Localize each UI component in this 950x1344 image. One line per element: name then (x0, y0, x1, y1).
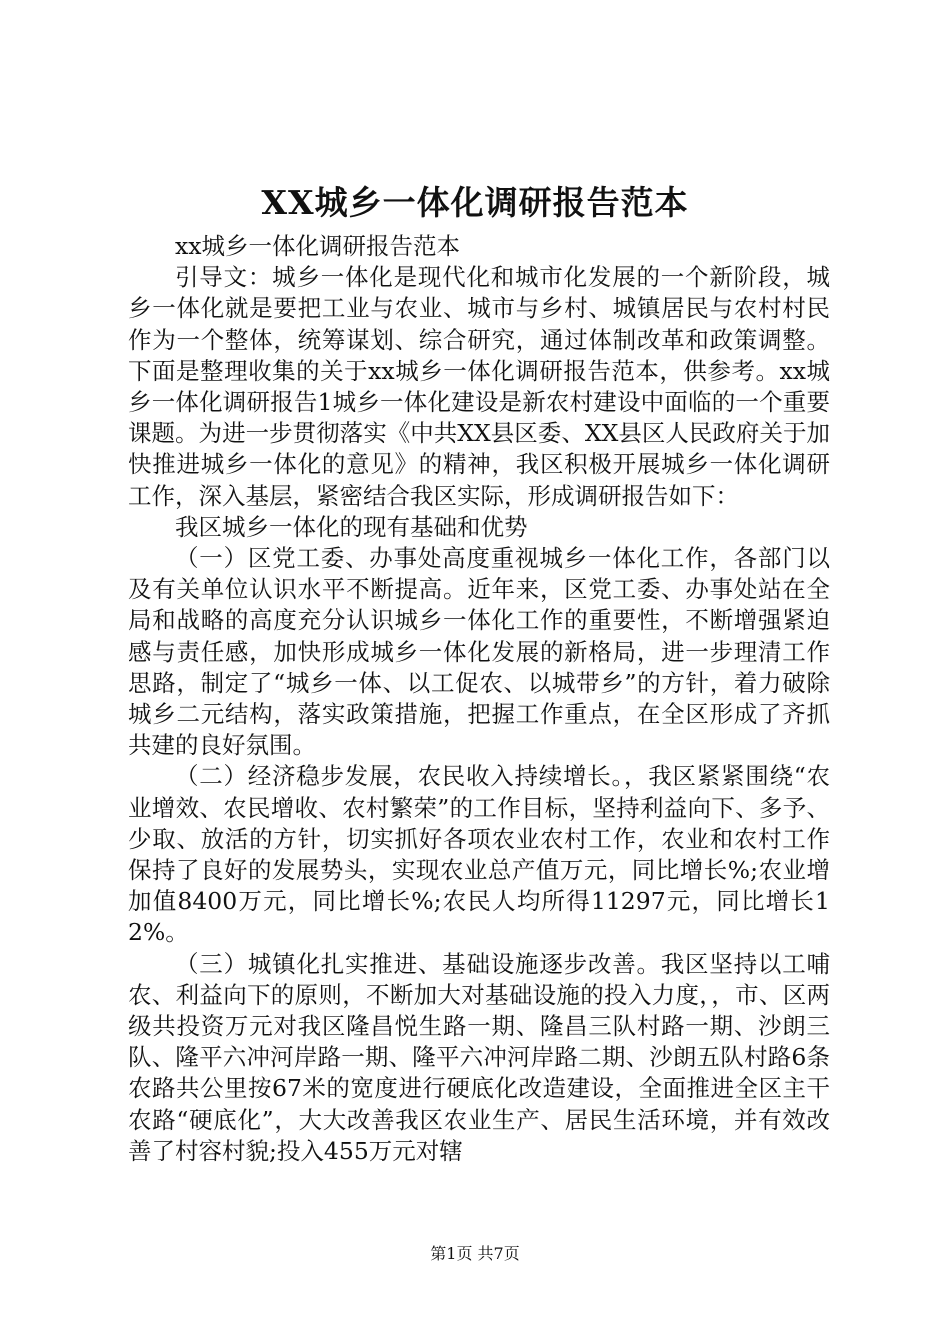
document-title: XX城乡一体化调研报告范本 (261, 183, 689, 222)
paragraph-point-2: （二）经济稳步发展，农民收入持续增长。，我区紧紧围绕“农业增效、农民增收、农村繁荣”的工作目标，坚持利益向下、多予、少取、放活的方针，切实抓好各项农业农村工作，农业和农村工作保持了良好的发展势头，实现农业总产值万元，同比增长%;农业增加值8400万元，同比增长%;农民人均所得11297元，同比增长12%。 (128, 762, 830, 947)
paragraph-subtitle: xx城乡一体化调研报告范本 (175, 232, 461, 260)
page-number: 第1页 共7页 (430, 1244, 520, 1263)
paragraph-point-1: （一）区党工委、办事处高度重视城乡一体化工作，各部门以及有关单位认识水平不断提高。近年来，区党工委、办事处站在全局和战略的高度充分认识城乡一体化工作的重要性，不断增强紧迫感与责任感，加快形成城乡一体化发展的新格局，进一步理清工作思路，制定了“城乡一体、以工促农、以城带乡”的方针，着力破除城乡二元结构，落实政策措施，把握工作重点，在全区形成了齐抓共建的良好氛围。 (128, 544, 830, 760)
paragraph-section-heading: 我区城乡一体化的现有基础和优势 (175, 512, 528, 541)
paragraph-intro: 引导文：城乡一体化是现代化和城市化发展的一个新阶段，城乡一体化就是要把工业与农业、城市与乡村、城镇居民与农村村民作为一个整体，统筹谋划、综合研究，通过体制改革和政策调整。下面是整理收集的关于xx城乡一体化调研报告范本，供参考。xx城乡一体化调研报告1城乡一体化建设是新农村建设中面临的一个重要课题。为进一步贯彻落实《中共XX县区委、XX县区人民政府关于加快推进城乡一体化的意见》的精神，我区积极开展城乡一体化调研工作，深入基层，紧密结合我区实际，形成调研报告如下： (128, 263, 830, 510)
paragraph-point-3: （三）城镇化扎实推进、基础设施逐步改善。我区坚持以工哺农、利益向下的原则，不断加大对基础设施的投入力度，，市、区两级共投资万元对我区隆昌悦生路一期、隆昌三队村路一期、沙朗三队、隆平六冲河岸路一期、隆平六冲河岸路二期、沙朗五队村路6条农路共公里按67米的宽度进行硬底化改造建设，全面推进全区主干农路“硬底化”，大大改善我区农业生产、居民生活环境，并有效改善了村容村貌;投入455万元对辖 (128, 949, 830, 1165)
document-body (128, 231, 830, 1167)
